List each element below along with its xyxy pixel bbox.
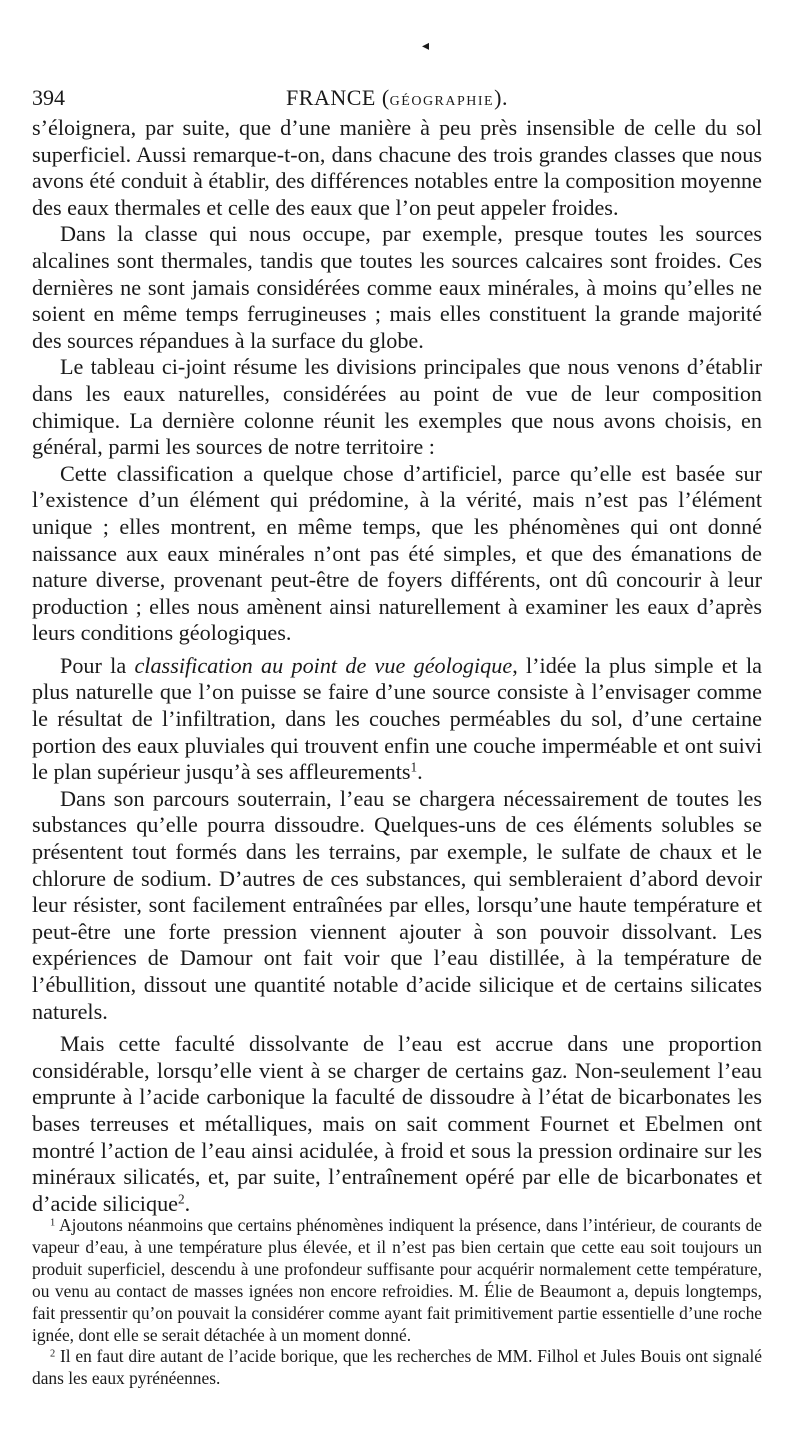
- paragraph-5-start: Pour la: [60, 652, 135, 678]
- footnote-1-mark: 1: [50, 1217, 56, 1229]
- footnotes: [32, 1215, 762, 1390]
- footnote-2: [32, 1346, 762, 1390]
- running-title-end: ).: [494, 85, 508, 110]
- paragraph-5-end: .: [417, 759, 423, 785]
- note-ref-1: 1: [410, 759, 418, 775]
- paragraph-1: s’éloignera, par suite, que d’une manière à peu près insensible de celle du sol superficiel. Aussi remarque-t-on, dans chacune des trois grandes classes que nous avons été conduit à établir, des différences notables entre la composition moyenne des eaux thermales et celle des eaux que l’on peut appeler froides.: [32, 115, 762, 220]
- footnote-2-text: Il en faut dire autant de l’acide borique, que les recherches de MM. Filhol et Jules Bouis ont signalé dans les eaux pyrénéennes.: [32, 1346, 762, 1389]
- paragraph-7-end: .: [184, 1190, 191, 1216]
- paragraph-6: Dans son parcours souterrain, l’eau se chargera nécessairement de toutes les substances qu’elle pourra dissoudre. Quelques-uns de ces éléments solubles se présentent tout formés dans les terrains, par exemple, le sulfate de chaux et le chlorure de sodium. D’autres de ces substances, qui sembleraient d’abord devoir leur résister, sont facilement entraînées par elles, lorsqu’une haute température et peut-être une forte pression viennent ajouter à son pouvoir dissolvant. Les expériences de Damour ont fait voir que l’eau distillée, à la température de l’ébullition, dissout une quantité notable d’acide silicique et de certains silicates naturels.: [32, 785, 762, 1024]
- paragraph-5: [32, 653, 762, 786]
- footnote-2-mark: 2: [50, 1348, 56, 1360]
- running-title: [32, 84, 762, 116]
- page-number: 394: [32, 85, 65, 110]
- paragraph-7: [32, 1031, 762, 1217]
- footnote-1: [32, 1215, 762, 1346]
- running-title-smallcaps: GÉOGRAPHIE: [389, 94, 495, 109]
- running-head: [32, 84, 762, 114]
- paragraph-2: Dans la classe qui nous occupe, par exemple, presque toutes les sources alcalines sont thermales, tandis que toutes les sources calcaires sont froides. Ces dernières ne sont jamais considérées comme eaux minérales, à moins qu’elles ne soient en même temps ferrugineuses ; mais elles constituent la grande majorité des sources répandues à la surface du globe.: [32, 221, 762, 353]
- paragraph-7-text: Mais cette faculté dissolvante de l’eau est accrue dans une proportion considérable, lorsqu’elle vient à se charger de certains gaz. Non-seulement l’eau emprunte à l’acide carbonique la faculté de dissoudre à l’état de bicarbonates les bases terreuses et métalliques, mais on sait comment Fournet et Ebelmen ont montré l’action de l’eau ainsi acidulée, à froid et sous la pression ordinaire sur les minéraux silicatés, et, par suite, l’entraînement opéré par elle de bicarbonates et d’acide silicique: [32, 1031, 762, 1216]
- footnote-1-text: Ajoutons néanmoins que certains phénomènes indiquent la présence, dans l’intérieur, de courants de vapeur d’eau, à une température plus élevée, et il n’est pas bien certain que cette eau soit toujours un produit superficiel, descendu à une profondeur suffisante pour acquérir normalement cette température, ou venu au contact de masses ignées non encore refroidies. M. Élie de Beaumont a, depuis longtemps, fait pressentir qu’on pouvait la considérer comme ayant fait primitivement partie essentielle d’une roche ignée, dont elle se serait détachée à un moment donné.: [32, 1215, 762, 1345]
- running-title-main: FRANCE (: [286, 85, 390, 110]
- paragraph-5-rest: , l’idée la plus simple et la plus naturelle que l’on puisse se faire d’une source consiste à l’envisager comme le résultat de l’infiltration, dans les couches perméables du sol, d’une certaine portion des eaux pluviales qui trouvent enfin une couche imperméable et ont suivi le plan supérieur jusqu’à ses affleurements: [32, 652, 762, 785]
- paragraph-5-italic: classification au point de vue géologique: [134, 652, 513, 678]
- paragraph-3: Le tableau ci-joint résume les divisions principales que nous venons d’établir dans les eaux naturelles, considérées au point de vue de leur composition chimique. La dernière colonne réunit les exemples que nous avons choisis, en général, parmi les sources de notre territoire :: [32, 354, 762, 460]
- paragraph-4: Cette classification a quelque chose d’artificiel, parce qu’elle est basée sur l’existence d’un élément qui prédomine, à la vérité, mais n’est pas l’élément unique ; elles montrent, en même temps, que les phénomènes qui ont donné naissance aux eaux minérales n’ont pas été simples, et que des émanations de nature diverse, provenant peut-être de foyers différents, ont dû concourir à leur production ; elles nous amènent ainsi naturellement à examiner les eaux d’après leurs conditions géologiques.: [32, 460, 762, 646]
- page-mark: ◂: [422, 39, 430, 54]
- body-text: [32, 115, 762, 1217]
- note-ref-2: 2: [178, 1191, 185, 1207]
